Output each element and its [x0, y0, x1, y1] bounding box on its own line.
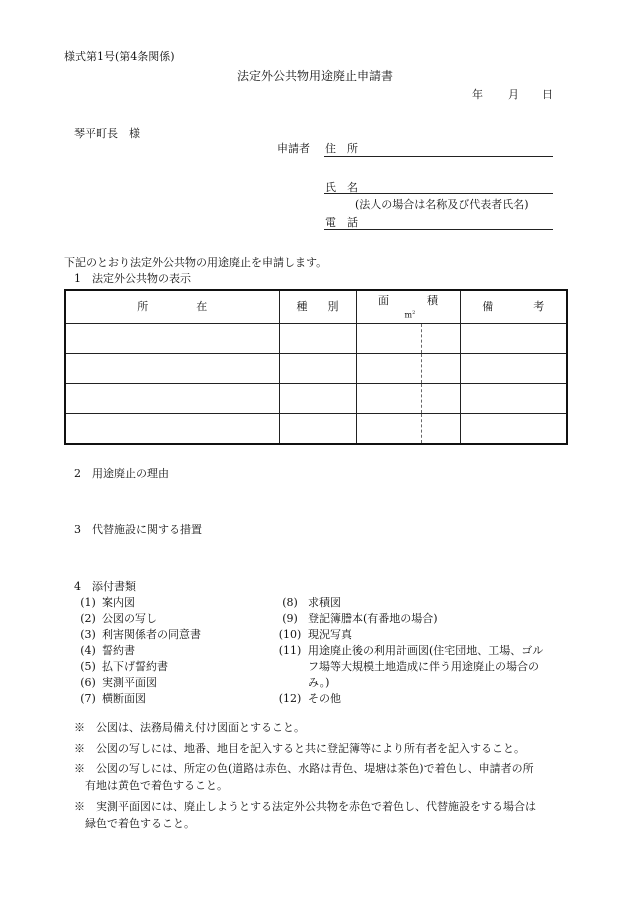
cell-type[interactable]	[279, 324, 356, 354]
cell-area[interactable]	[356, 384, 460, 414]
cell-remarks[interactable]	[460, 354, 567, 384]
cell-remarks[interactable]	[460, 384, 567, 414]
col-header-area: 面 積 $m^2$	[356, 290, 460, 324]
cell-location[interactable]	[65, 414, 279, 445]
cell-area[interactable]	[356, 354, 460, 384]
phone-field[interactable]	[324, 229, 553, 230]
attachment-item-continued: み。)	[308, 676, 330, 689]
note-3-continued: 有地は黄色で着色すること。	[85, 779, 228, 792]
address-field[interactable]	[324, 156, 553, 157]
cell-location[interactable]	[65, 354, 279, 384]
cell-remarks[interactable]	[460, 324, 567, 354]
page-title: 法定外公共物用途廃止申請書	[236, 69, 393, 83]
date-month: 月	[508, 88, 519, 101]
cell-location[interactable]	[65, 324, 279, 354]
applicant-label: 申請者	[277, 142, 310, 155]
col-header-remarks: 備 考	[460, 290, 567, 324]
cell-type[interactable]	[279, 414, 356, 445]
attachment-item: (7) 横断面図	[80, 692, 146, 705]
table-header-row	[65, 290, 567, 324]
table-row	[65, 324, 567, 354]
cell-location[interactable]	[65, 384, 279, 414]
name-field[interactable]	[324, 193, 553, 194]
attachment-item-continued: フ場等大規模土地造成に伴う用途廃止の場合の	[308, 660, 539, 673]
intro-text: 下記のとおり法定外公共物の用途廃止を申請します。	[64, 256, 328, 269]
note-2: ※ 公図の写しには、地番、地目を記入すると共に登記簿等により所有者を記入すること。	[74, 742, 525, 755]
cell-area[interactable]	[356, 324, 460, 354]
attachment-item: (5) 払下げ誓約書	[80, 660, 168, 673]
phone-label: 電 話	[325, 216, 358, 229]
date-year: 年	[472, 88, 483, 101]
note-4: ※ 実測平面図には、廃止しようとする法定外公共物を赤色で着色し、代替施設をする場合は	[74, 800, 536, 813]
name-label: 氏 名	[325, 181, 358, 194]
address-label: 住 所	[325, 142, 358, 155]
section-4-heading: 4 添付書類	[74, 580, 136, 593]
cell-area[interactable]	[356, 414, 460, 445]
col-header-location: 所 在	[65, 290, 279, 324]
date-day: 日	[542, 88, 553, 101]
attachment-item: (9) 登記簿謄本(有番地の場合)	[282, 612, 438, 625]
cell-type[interactable]	[279, 384, 356, 414]
attachment-item: (12) その他	[278, 692, 341, 705]
attachment-item: (2) 公図の写し	[80, 612, 157, 625]
name-note: (法人の場合は名称及び代表者氏名)	[355, 198, 529, 211]
note-4-continued: 緑色で着色すること。	[85, 817, 195, 830]
attachment-item: (11) 用途廃止後の利用計画図(住宅団地、工場、ゴル	[278, 644, 544, 657]
note-3: ※ 公図の写しには、所定の色(道路は赤色、水路は青色、堤塘は茶色)で着色し、申請者の所	[74, 762, 534, 775]
attachment-item: (4) 誓約書	[80, 644, 135, 657]
attachment-item: (3) 利害関係者の同意書	[80, 628, 201, 641]
table-row	[65, 354, 567, 384]
attachment-item: (8) 求積図	[282, 596, 341, 609]
section-2-heading: 2 用途廃止の理由	[74, 467, 169, 480]
table-row	[65, 384, 567, 414]
attachment-item: (1) 案内図	[80, 596, 135, 609]
area-unit: $m^2$	[404, 310, 416, 320]
section-1-heading: 1 法定外公共物の表示	[74, 272, 191, 285]
table-row	[65, 414, 567, 445]
section-3-heading: 3 代替施設に関する措置	[74, 523, 202, 536]
note-1: ※ 公図は、法務局備え付け図面とすること。	[74, 721, 305, 734]
public-property-table	[64, 289, 568, 445]
cell-type[interactable]	[279, 354, 356, 384]
col-header-type: 種 別	[279, 290, 356, 324]
attachment-item: (10) 現況写真	[278, 628, 352, 641]
form-number: 様式第1号(第4条関係)	[64, 50, 175, 63]
recipient: 琴平町長 様	[74, 127, 140, 140]
attachment-item: (6) 実測平面図	[80, 676, 157, 689]
cell-remarks[interactable]	[460, 414, 567, 445]
